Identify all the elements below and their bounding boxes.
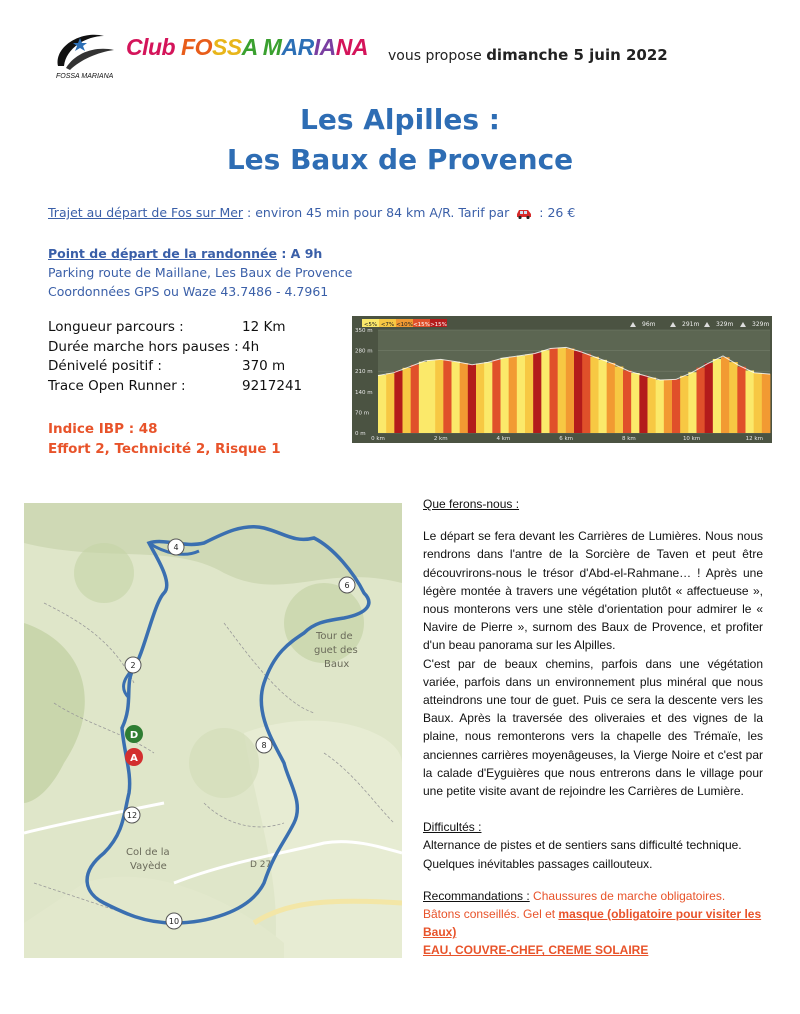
reco-text: Chaussures de marche obligatoires. Bâtons conseillés. Gel et [423,888,726,922]
profile-bar [631,373,640,433]
profile-bar [468,365,477,433]
que-title: Que ferons-nous : [423,497,520,511]
km-marker [339,577,355,593]
profile-bar [664,380,673,433]
description-column [423,495,763,960]
y-tick-label: 0 m [355,431,366,437]
peak-label: 329m [752,321,770,328]
stat-label: Trace Open Runner : [48,377,186,394]
profile-bar [615,367,624,433]
peak-label: 96m [642,321,656,328]
marker-end [125,748,143,766]
depart-address: Parking route de Maillane, Les Baux de Provence [48,265,353,280]
legend-label: >15% [430,322,447,328]
y-tick-label: 140 m [355,389,373,396]
event-date: dimanche 5 juin 2022 [486,46,668,64]
svg-text:FOSSA MARIANA: FOSSA MARIANA [56,73,114,80]
profile-bar [729,362,738,433]
x-tick-label: 0 km [371,436,385,442]
x-tick-label: 12 km [745,436,763,442]
km-marker-label: 12 [126,811,138,820]
profile-bar [435,360,444,433]
difficulties-title: Difficultés : [423,820,482,835]
stat-value: 370 m [242,358,286,374]
profile-bar [656,380,665,433]
elevation-profile [352,316,772,443]
profile-bar [460,363,469,433]
profile-bar [762,374,771,433]
km-marker [124,807,140,823]
stats-labels [48,318,239,396]
title-line-2: Les Baux de Provence [226,143,574,176]
stat-label: Durée marche hors pauses : [48,338,239,355]
profile-bar [509,357,518,433]
reco-masque: masque (obligatoire pour visiter les Baux) [423,907,762,940]
profile-bar [582,354,591,433]
profile-bar [607,363,616,433]
que-paragraph-1: Le départ se fera devant les Carrières de Lumières. Nous nous rendrons dans l'antre de la Sorcière de Taven et peut être découvrirons-nous le trésor d'Abd-el-Rahmane… ! Après une légère montée à travers une végétation plutôt « affectueuse », nous monterons vers une stèle d'orientation pour admirer le « Navire de Pierre », surnom des Baux de Provence, et profiter d'un beau panorama sur les Alpilles. [423,529,763,653]
x-tick-label: 8 km [621,436,636,442]
ibp-details: Effort 2, Technicité 2, Risque 1 [48,441,281,457]
que-paragraph-2: C'est par de beaux chemins, parfois dans une végétation variée, parfois dans un environnement plus minéral que nous atteindrons une tour de guet. Puis ce sera la descente vers les Baux. Après la traversée des oliveraies et des vignes de la plaine, nous remonterons vers la chapelle des Trémaïe, les anciennes carrières moyenâgeuses, la Vierge Noire et c'est par la calade d'Eyguières que nous entrerons dans le village pour une petite visite avant de rejoindre les Carrières de Lumière. [423,656,763,799]
trajet-tarif: : 26 € [535,205,576,220]
y-tick-label: 350 m [355,328,373,334]
profile-bar [737,367,746,433]
depart-gps: Coordonnées GPS ou Waze 43.7486 - 4.7961 [48,284,329,299]
legend-label: <7% [380,322,395,328]
profile-bar [566,348,575,433]
club-logo [52,26,122,82]
profile-bar [476,364,485,433]
page-title [0,100,800,180]
stat-value: 9217241 [242,377,303,394]
title-line-1: Les Alpilles : [300,103,500,136]
profile-bar [623,370,632,433]
car-icon [515,207,533,219]
km-marker-label: 6 [344,581,350,590]
club-name: FOSSA MARIANA [181,34,368,60]
profile-bar [746,370,755,433]
svg-text:D: D [129,730,139,741]
profile-bar [541,350,550,433]
svg-text:A: A [130,753,138,764]
profile-bar [688,372,697,433]
profile-bar [484,362,493,433]
reco-title: Recommandations : [423,888,530,903]
profile-bar [705,363,714,433]
profile-bar [452,362,461,433]
stat-label: Longueur parcours : [48,319,184,335]
y-tick-label: 280 m [355,348,373,355]
x-tick-label: 2 km [433,436,448,442]
profile-bar [394,371,403,433]
map-label: D 27 [250,860,272,870]
legend-label: <10% [396,322,413,328]
profile-bar [558,348,567,433]
club-name-title [126,34,368,61]
profile-bar [419,362,428,433]
peak-label: 291m [682,321,700,328]
depart-block [48,244,352,301]
profile-bar [639,375,648,433]
km-marker [125,657,141,673]
km-marker [168,539,184,555]
recommendations [423,887,763,942]
profile-bar [427,360,436,433]
marker-start [125,725,143,743]
x-tick-label: 10 km [682,436,701,442]
profile-bar [501,358,510,433]
profile-bar [533,353,542,433]
profile-bar [672,379,681,433]
route-map [24,503,402,958]
map-label: Vayède [130,861,167,872]
propose-line [388,46,668,64]
profile-bar [754,373,763,433]
y-tick-label: 70 m [355,410,370,417]
profile-bar [443,360,452,433]
trajet-line [48,205,575,220]
legend-label: <5% [363,322,378,328]
ibp-index: Indice IBP : 48 [48,421,158,437]
km-marker-label: 2 [130,661,136,670]
stat-label: Dénivelé positif : [48,358,162,374]
profile-bar [411,365,420,433]
km-marker [256,737,272,753]
profile-bar [550,348,559,433]
y-tick-label: 210 m [355,369,373,376]
profile-bar [721,357,730,433]
profile-bar [680,376,689,433]
trajet-text: : environ 45 min pour 84 km A/R. Tarif par [243,205,514,220]
propose-text: vous propose [388,48,482,64]
map-label: Baux [324,659,350,670]
peak-label: 329m [716,321,734,328]
profile-bar [403,368,412,433]
profile-bar [525,354,534,433]
profile-bar [386,373,395,433]
map-label: guet des [314,645,358,656]
profile-bar [599,360,608,433]
stats-values [242,318,302,396]
difficulties-text: Alternance de pistes et de sentiers sans difficulté technique. Quelques inévitables passages caillouteux. [423,838,742,871]
profile-bar [697,368,706,433]
map-label: Col de la [126,847,170,858]
stat-value: 12 Km [242,319,286,335]
profile-bar [590,357,599,433]
profile-bar [492,360,501,433]
reco-last: EAU, COUVRE-CHEF, CREME SOLAIRE [423,943,649,958]
profile-bar [378,375,387,433]
profile-bar [517,356,526,433]
x-tick-label: 4 km [496,436,511,442]
stat-value: 4h [242,338,260,355]
km-marker-label: 8 [261,741,267,750]
profile-bar [574,351,583,433]
km-marker-label: 10 [168,917,180,926]
depart-label: Point de départ de la randonnée [48,246,277,261]
profile-bar [648,378,657,433]
ibp-block [48,419,281,459]
trajet-label: Trajet au départ de Fos sur Mer [48,205,244,220]
legend-label: <15% [413,322,430,328]
km-marker [166,913,182,929]
map-label: Tour de [316,631,353,642]
club-prefix: Club [126,34,176,60]
profile-bar [713,359,722,433]
depart-time: : A 9h [276,246,323,261]
x-tick-label: 6 km [559,436,574,442]
km-marker-label: 4 [173,543,179,552]
